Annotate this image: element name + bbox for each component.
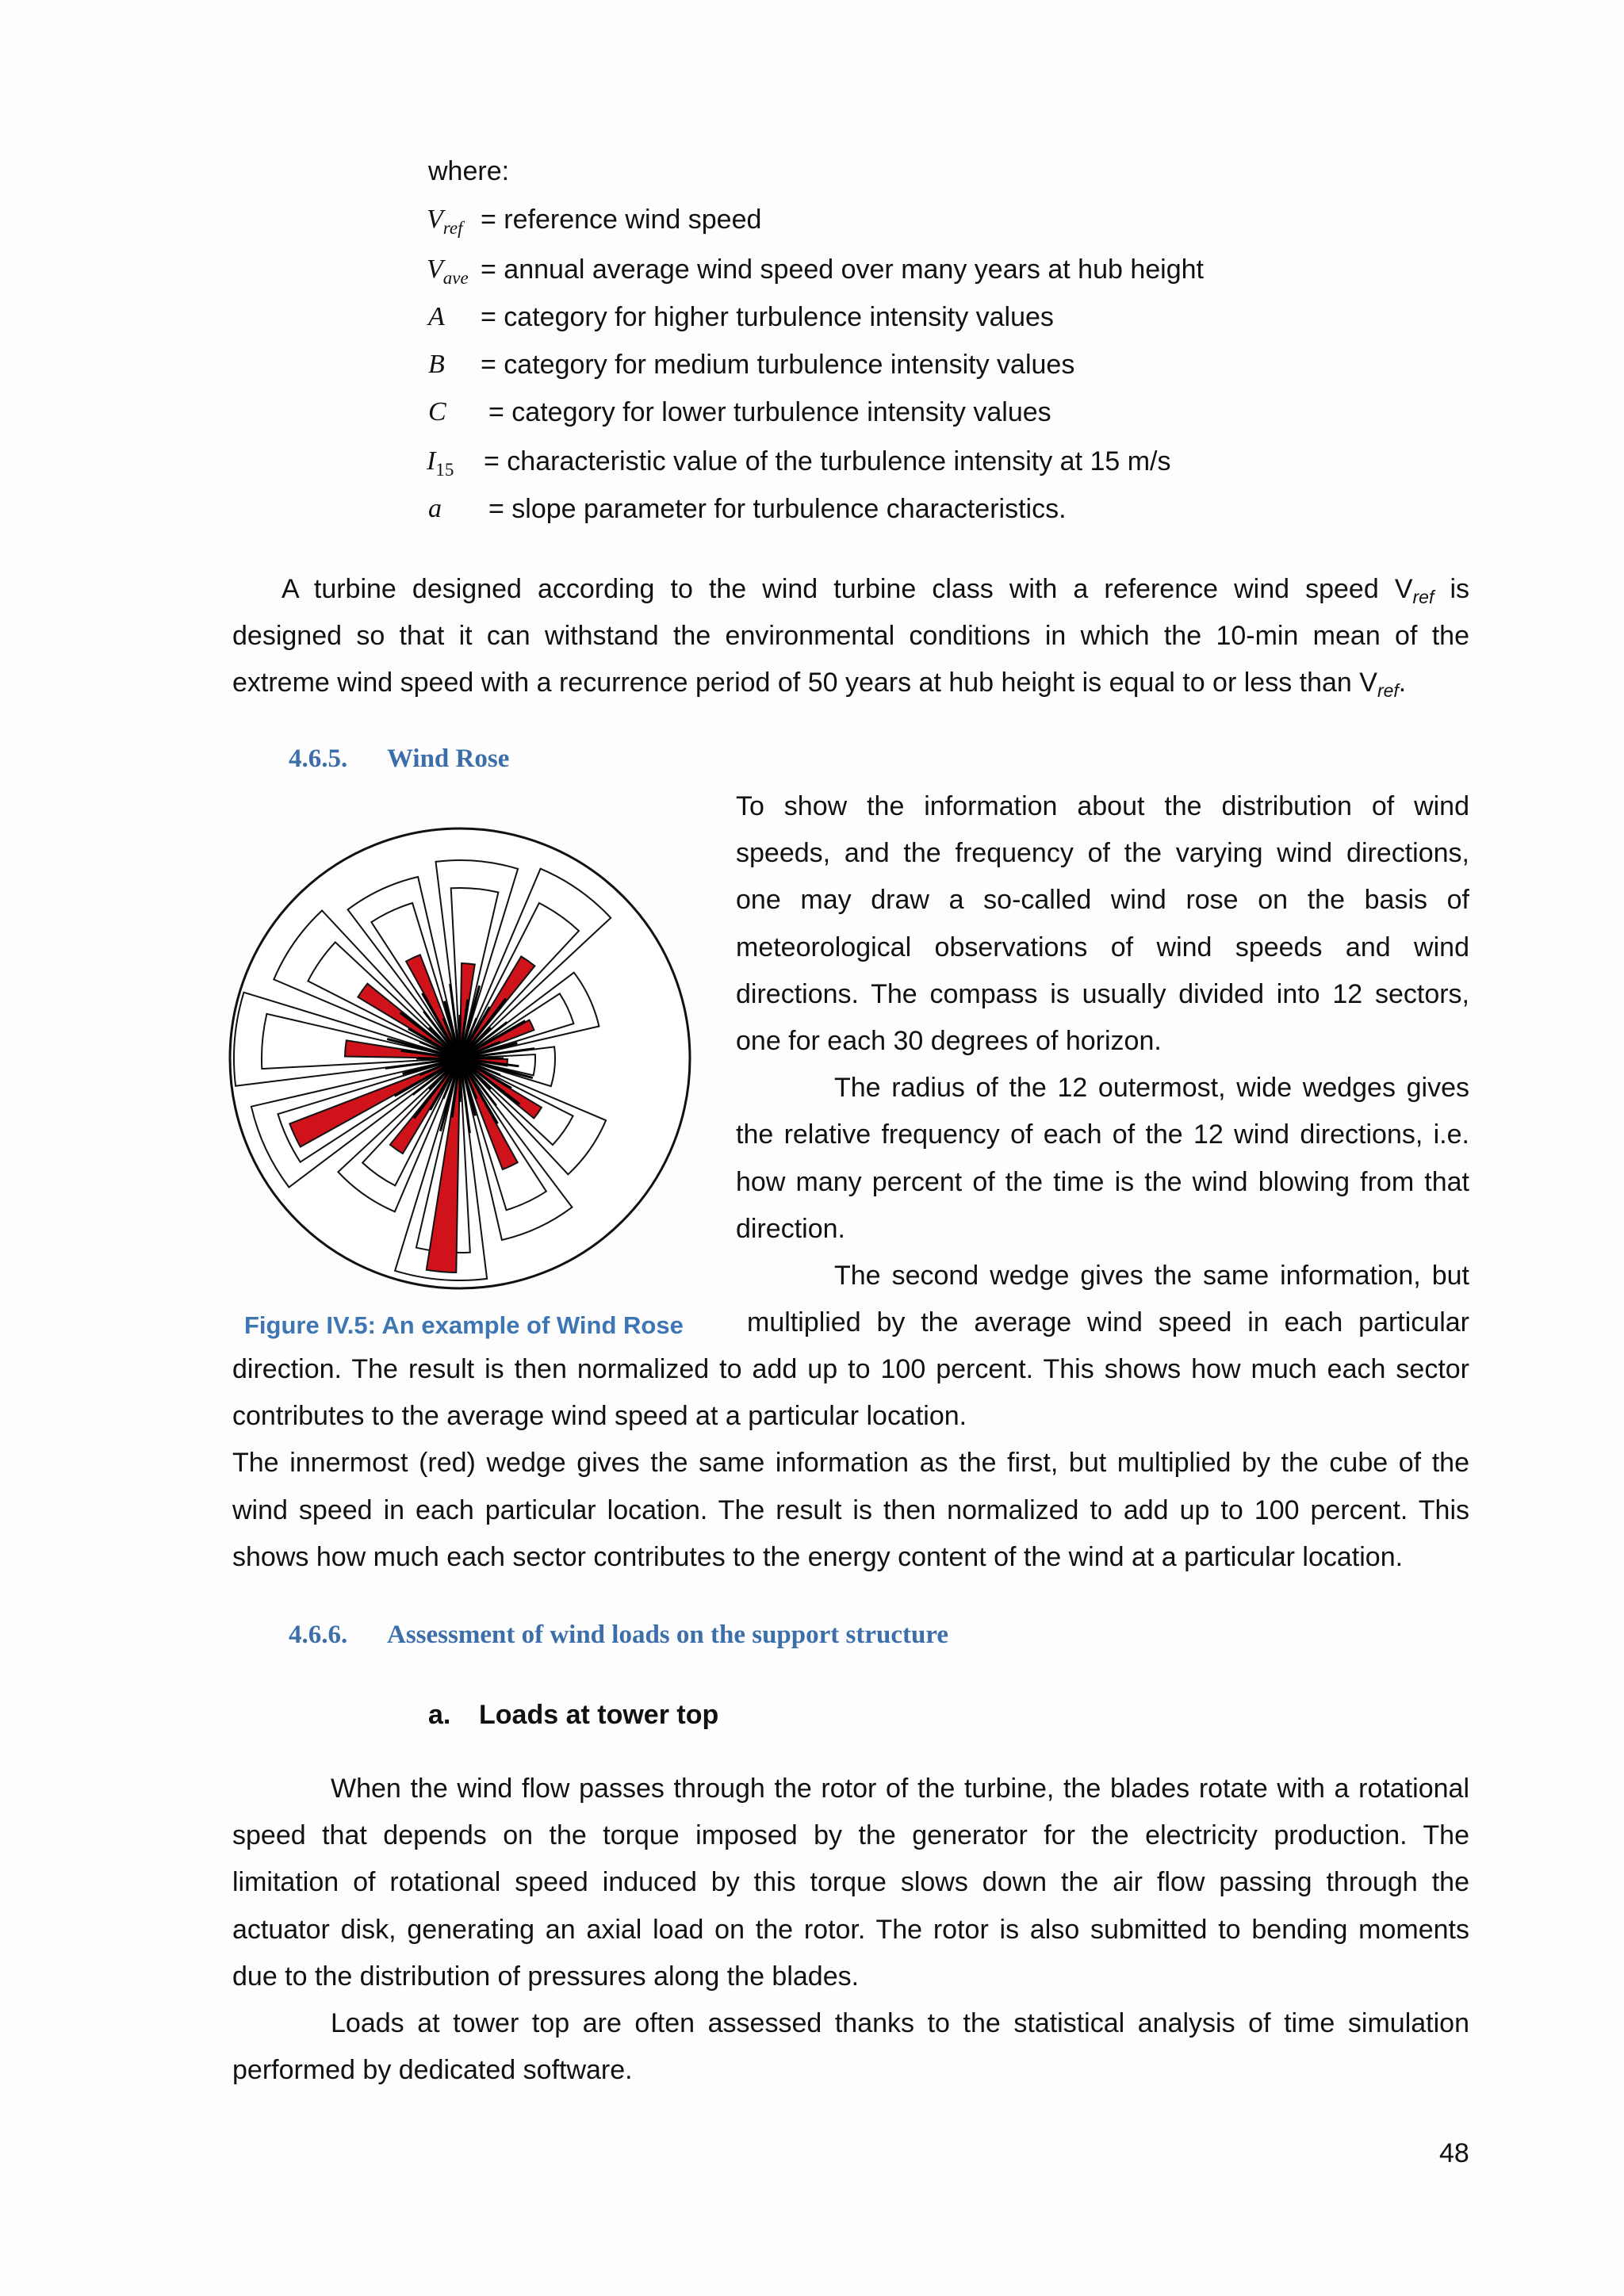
paragraph-line: the relative frequency of each of the 12 wind directions, i.e.: [736, 1119, 1469, 1150]
paragraph-line: To show the information about the distribution of wind: [736, 791, 1469, 821]
definition-slope-a: = slope parameter for turbulence characteristics.: [488, 494, 1067, 524]
paragraph-line: meteorological observations of wind speeds and wind: [736, 932, 1469, 962]
section-number: 4.6.5.: [289, 744, 348, 773]
symbol-c-category: C: [428, 397, 446, 427]
paragraph-line: limitation of rotational speed induced by this torque slows down the air flow passing through the: [232, 1867, 1469, 1898]
where-label: where:: [428, 156, 510, 186]
paragraph-line: one for each 30 degrees of horizon.: [736, 1025, 1162, 1056]
paragraph-line: contributes to the average wind speed at a particular location.: [232, 1401, 967, 1432]
section-title: Wind Rose: [387, 744, 510, 773]
paragraph-line: multiplied by the average wind speed in each particular: [747, 1307, 1469, 1338]
section-number: 4.6.6.: [289, 1621, 348, 1649]
subsection-label: a.: [428, 1700, 451, 1730]
definition-i15: = characteristic value of the turbulence intensity at 15 m/s: [484, 446, 1171, 476]
wind-rose-center: [446, 1044, 474, 1073]
definition-b-category: = category for medium turbulence intensity values: [481, 350, 1075, 380]
paragraph-line: due to the distribution of pressures along the blades.: [232, 1961, 860, 1992]
symbol-vave: $V_{ave}$: [427, 254, 469, 288]
paragraph-line: shows how much each sector contributes to the energy content of the wind at a particular location.: [232, 1541, 1404, 1572]
subsection-heading-tower-top: [428, 1699, 718, 1731]
paragraph-line: how many percent of the time is the wind blowing from that: [736, 1166, 1469, 1197]
symbol-i15: $I_{15}$: [427, 446, 454, 480]
paragraph-line: speed that depends on the torque imposed by the generator for the electricity production. The: [232, 1820, 1469, 1851]
definition-vave: = annual average wind speed over many years at hub height: [481, 254, 1204, 285]
paragraph-line: Loads at tower top are often assessed thanks to the statistical analysis of time simulation: [331, 2007, 1469, 2038]
figure-caption: Figure IV.5: An example of Wind Rose: [244, 1311, 684, 1339]
paragraph-line: direction.: [736, 1213, 845, 1244]
wind-rose-continuation: [232, 1346, 1469, 1581]
definition-c-category: = category for lower turbulence intensity values: [488, 397, 1051, 427]
tower-top-paragraph: [232, 1766, 1469, 2094]
paragraph-line: The second wedge gives the same information, but: [834, 1260, 1469, 1291]
definition-vref: = reference wind speed: [481, 205, 762, 235]
wind-rose-figure: [222, 817, 706, 1300]
section-title: Assessment of wind loads on the support structure: [387, 1621, 949, 1649]
definition-a-category: = category for higher turbulence intensity values: [481, 302, 1054, 332]
section-heading-wind-loads: [289, 1619, 948, 1651]
paragraph-line: When the wind flow passes through the rotor of the turbine, the blades rotate with a rotational: [331, 1774, 1469, 1804]
paragraph-line: designed so that it can withstand the environmental conditions in which the 10-min mean of the: [232, 621, 1469, 652]
symbol-slope-a: a: [428, 494, 442, 523]
paragraph-line: extreme wind speed with a recurrence period of 50 years at hub height is equal to or less than $V_{ref}$.: [232, 668, 1407, 702]
paragraph-line: direction. The result is then normalized to add up to 100 percent. This shows how much each sector: [232, 1354, 1469, 1384]
turbine-class-paragraph: [232, 566, 1469, 707]
paragraph-line: actuator disk, generating an axial load on the rotor. The rotor is also submitted to bending moments: [232, 1914, 1469, 1945]
paragraph-line: The innermost (red) wedge gives the same information as the first, but multiplied by the cube of the: [232, 1448, 1469, 1479]
paragraph-line: The radius of the 12 outermost, wide wedges gives: [834, 1073, 1469, 1104]
symbol-b-category: B: [428, 350, 445, 379]
paragraph-line: directions. The compass is usually divided into 12 sectors,: [736, 978, 1469, 1009]
paragraph-line: speeds, and the frequency of the varying wind directions,: [736, 838, 1469, 869]
page-number: 48: [1439, 2138, 1469, 2168]
paragraph-line: performed by dedicated software.: [232, 2055, 633, 2086]
section-heading-wind-rose: [289, 743, 509, 775]
paragraph-line: wind speed in each particular location. The result is then normalized to add up to 100 percent. This: [232, 1494, 1469, 1525]
paragraph-line: one may draw a so-called wind rose on the basis of: [736, 885, 1469, 916]
symbol-a-category: A: [428, 302, 445, 331]
wind-rose-side-text: [736, 783, 1469, 1346]
subsection-title: Loads at tower top: [479, 1700, 719, 1730]
symbol-vref: $V_{ref}$: [427, 205, 463, 238]
paragraph-line: A turbine designed according to the wind turbine class with a reference wind speed $V_{ref}$ is: [282, 574, 1470, 607]
